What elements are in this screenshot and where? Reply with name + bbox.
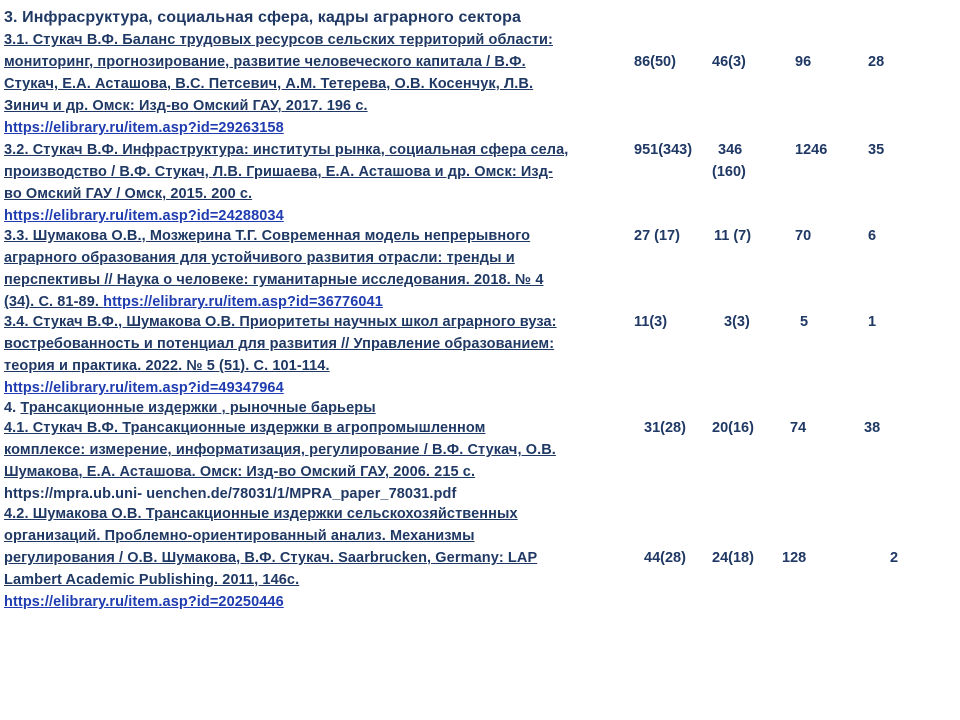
- entry-4-1-col-1: 31(28): [644, 420, 686, 436]
- entry-3-1-line-3: Стукач, Е.А. Асташова, В.С. Петсевич, А.М. Тетерева, О.В. Косенчук, Л.В.: [4, 76, 534, 92]
- entry-3-1-line-1: 3.1. Стукач В.Ф. Баланс трудовых ресурсов сельских территорий области:: [4, 32, 553, 48]
- entry-3-1-col-1: 86(50): [634, 54, 676, 70]
- entry-4-1-col-4: 38: [864, 420, 881, 436]
- entry-3-2-col-2: 346: [718, 142, 743, 158]
- entry-4-1-line-3: Шумакова, Е.А. Асташова. Омск: Изд-во Омский ГАУ, 2006. 215 с.: [4, 464, 476, 480]
- entry-3-2-line-2: производство / В.Ф. Стукач, Л.В. Гришаева, Е.А. Асташова и др. Омск: Изд-: [4, 164, 553, 180]
- entry-4-1-line-1: 4.1. Стукач В.Ф. Трансакционные издержки в агропромышленном: [4, 420, 486, 436]
- section-4-number: 4.: [4, 400, 21, 416]
- entry-4-2-col-3: 128: [782, 550, 807, 566]
- entry-4-2-line-1: 4.2. Шумакова О.В. Трансакционные издержки сельскохозяйственных: [4, 506, 518, 522]
- entry-3-4-line-3: теория и практика. 2022. № 5 (51). С. 101-114.: [4, 358, 330, 374]
- entry-3-2-col-2-extra: (160): [712, 164, 746, 180]
- entry-3-1-line-4: Зинич и др. Омск: Изд-во Омский ГАУ, 2017. 196 с.: [4, 98, 368, 114]
- entry-3-3-col-3: 70: [795, 228, 812, 244]
- entry-3-4-col-4: 1: [868, 314, 877, 330]
- entry-3-3-col-4: 6: [868, 228, 877, 244]
- entry-4-1-col-2: 20(16): [712, 420, 754, 436]
- entry-4-2-col-2: 24(18): [712, 550, 754, 566]
- entry-3-1-col-3: 96: [795, 54, 812, 70]
- entry-4-2-line-4: Lambert Academic Publishing. 2011, 146с.: [4, 572, 300, 588]
- entry-4-2-line-2: организаций. Проблемно-ориентированный анализ. Механизмы: [4, 528, 475, 544]
- section-4-title: [4, 398, 376, 418]
- entry-3-4-line-2: востребованность и потенциал для развития // Управление образованием:: [4, 336, 555, 352]
- entry-3-1-line-2: мониторинг, прогнозирование, развитие человеческого капитала / В.Ф.: [4, 54, 526, 70]
- entry-4-2-link[interactable]: https://elibrary.ru/item.asp?id=20250446: [4, 594, 284, 610]
- entry-3-2-link[interactable]: https://elibrary.ru/item.asp?id=24288034: [4, 208, 284, 224]
- entry-3-1-col-2: 46(3): [712, 54, 746, 70]
- entry-3-1-link[interactable]: https://elibrary.ru/item.asp?id=29263158: [4, 120, 284, 136]
- entry-3-1-col-4: 28: [868, 54, 885, 70]
- entry-4-1-link[interactable]: https://mpra.ub.uni- uenchen.de/78031/1/MPRA_paper_78031.pdf: [4, 486, 457, 502]
- entry-4-2-line-3: регулирования / О.В. Шумакова, В.Ф. Стукач. Saarbrucken, Germany: LAP: [4, 550, 538, 566]
- entry-4-1-col-3: 74: [790, 420, 807, 436]
- entry-3-3-col-1: 27 (17): [634, 228, 680, 244]
- section-3-title: 3. Инфрасруктура, социальная сфера, кадры аграрного сектора: [4, 9, 522, 26]
- entry-3-4-col-1: 11(3): [634, 314, 668, 330]
- entry-3-3-line-1: 3.3. Шумакова О.В., Мозжерина Т.Г. Современная модель непрерывного: [4, 228, 531, 244]
- entry-3-4-link[interactable]: https://elibrary.ru/item.asp?id=49347964: [4, 380, 284, 396]
- entry-3-3-line-4: [4, 292, 383, 312]
- entry-3-3-line-4-prefix: (34). С. 81-89.: [4, 294, 104, 310]
- entry-3-3-line-3: перспективы // Наука о человеке: гуманитарные исследования. 2018. № 4: [4, 272, 544, 288]
- entry-3-4-line-1: 3.4. Стукач В.Ф., Шумакова О.В. Приоритеты научных школ аграрного вуза:: [4, 314, 557, 330]
- entry-3-4-col-3: 5: [800, 314, 809, 330]
- entry-3-2-col-1: 951(343): [634, 142, 693, 158]
- entry-3-3-line-2: аграрного образования для устойчивого развития отрасли: тренды и: [4, 250, 515, 266]
- entry-3-3-link[interactable]: https://elibrary.ru/item.asp?id=36776041: [103, 294, 383, 310]
- entry-3-2-line-1: 3.2. Стукач В.Ф. Инфраструктура: институты рынка, социальная сфера села,: [4, 142, 569, 158]
- entry-3-2-col-3: 1246: [795, 142, 828, 158]
- entry-3-3-col-2: 11 (7): [714, 228, 752, 244]
- entry-3-2-line-3: во Омский ГАУ / Омск, 2015. 200 с.: [4, 186, 253, 202]
- entry-3-2-col-4: 35: [868, 142, 885, 158]
- entry-3-4-col-2: 3(3): [724, 314, 750, 330]
- entry-4-2-col-1: 44(28): [644, 550, 686, 566]
- entry-4-2-col-4: 2: [890, 550, 899, 566]
- section-4-title-text: Трансакционные издержки , рыночные барьеры: [20, 400, 376, 416]
- entry-4-1-line-2: комплексе: измерение, информатизация, регулирование / В.Ф. Стукач, О.В.: [4, 442, 556, 458]
